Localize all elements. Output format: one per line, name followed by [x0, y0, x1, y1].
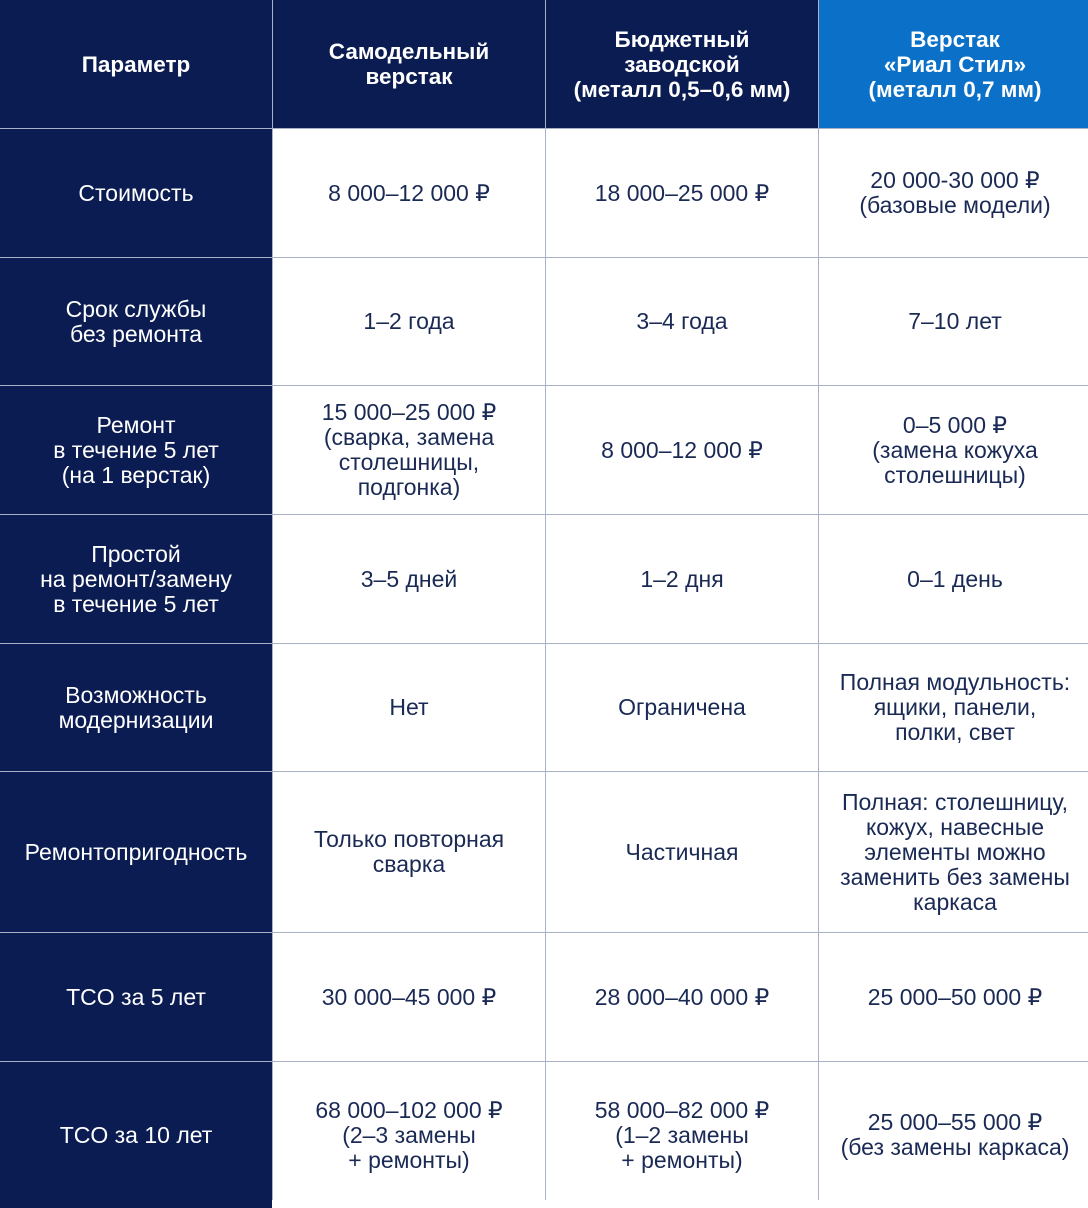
row-downtime-budget: 1–2 дня — [546, 515, 818, 643]
row-lifetime-param: Срок службы без ремонта — [0, 258, 272, 385]
row-repairability-homemade: Только повторная сварка — [273, 772, 545, 932]
row-repair-homemade: 15 000–25 000 ₽ (сварка, замена столешницы, подгонка) — [273, 386, 545, 514]
row-repairability-rial: Полная: столешницу, кожух, навесные элементы можно заменить без замены каркаса — [819, 772, 1088, 932]
row-cost-homemade: 8 000–12 000 ₽ — [273, 129, 545, 257]
row-upgrade-rial: Полная модульность: ящики, панели, полки, свет — [819, 644, 1088, 771]
row-tco5-homemade: 30 000–45 000 ₽ — [273, 933, 545, 1061]
row-cost-rial: 20 000-30 000 ₽ (базовые модели) — [819, 129, 1088, 257]
row-upgrade-homemade: Нет — [273, 644, 545, 771]
row-lifetime-rial: 7–10 лет — [819, 258, 1088, 385]
header-homemade-workbench: Самодельный верстак — [273, 0, 545, 128]
row-repairability-param: Ремонтопригодность — [0, 772, 272, 932]
row-lifetime-budget: 3–4 года — [546, 258, 818, 385]
row-tco10-param: TCO за 10 лет — [0, 1062, 272, 1208]
row-repairability-budget: Частичная — [546, 772, 818, 932]
row-tco5-rial: 25 000–50 000 ₽ — [819, 933, 1088, 1061]
row-upgrade-budget: Ограничена — [546, 644, 818, 771]
row-tco10-budget: 58 000–82 000 ₽ (1–2 замены + ремонты) — [546, 1062, 818, 1208]
row-cost-budget: 18 000–25 000 ₽ — [546, 129, 818, 257]
row-downtime-rial: 0–1 день — [819, 515, 1088, 643]
row-lifetime-homemade: 1–2 года — [273, 258, 545, 385]
row-downtime-homemade: 3–5 дней — [273, 515, 545, 643]
row-repair-rial: 0–5 000 ₽ (замена кожуха столешницы) — [819, 386, 1088, 514]
row-tco10-rial: 25 000–55 000 ₽ (без замены каркаса) — [819, 1062, 1088, 1208]
row-repair-budget: 8 000–12 000 ₽ — [546, 386, 818, 514]
row-downtime-param: Простой на ремонт/замену в течение 5 лет — [0, 515, 272, 643]
row-repair-param: Ремонт в течение 5 лет (на 1 верстак) — [0, 386, 272, 514]
row-tco5-budget: 28 000–40 000 ₽ — [546, 933, 818, 1061]
row-cost-param: Стоимость — [0, 129, 272, 257]
row-upgrade-param: Возможность модернизации — [0, 644, 272, 771]
row-tco5-param: TCO за 5 лет — [0, 933, 272, 1061]
header-parameter: Параметр — [0, 0, 272, 128]
row-tco10-homemade: 68 000–102 000 ₽ (2–3 замены + ремонты) — [273, 1062, 545, 1208]
header-rial-steel-workbench: Верстак «Риал Стил» (металл 0,7 мм) — [819, 0, 1088, 128]
header-budget-factory: Бюджетный заводской (металл 0,5–0,6 мм) — [546, 0, 818, 128]
